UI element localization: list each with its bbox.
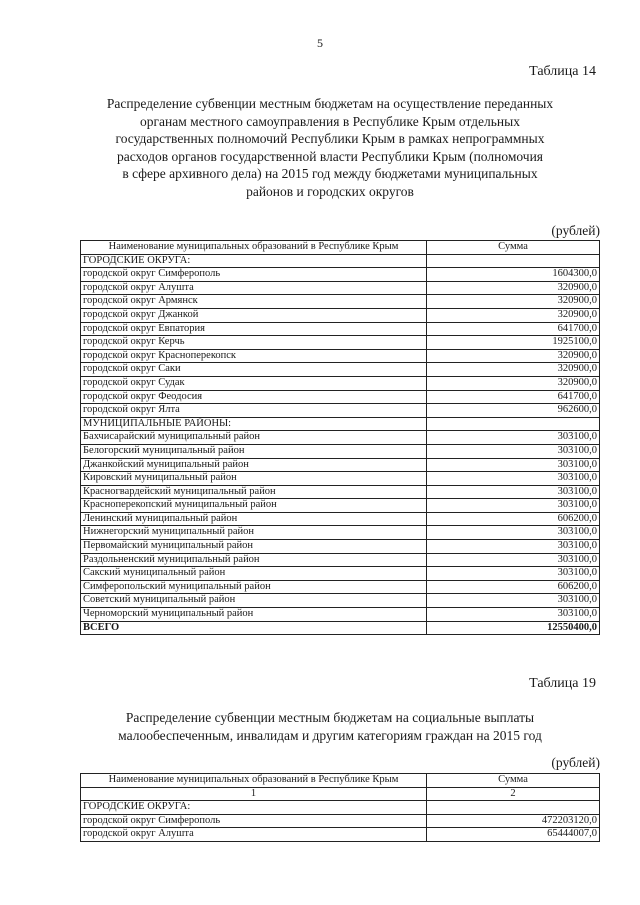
cell-sum: 1604300,0 <box>427 268 600 282</box>
table-row <box>81 431 600 445</box>
table-row <box>81 363 600 377</box>
cell-sum: 1925100,0 <box>427 336 600 350</box>
cell-sum: 65444007,0 <box>427 828 600 842</box>
table-14-body <box>81 254 600 635</box>
cell-sum: 641700,0 <box>427 390 600 404</box>
table-row <box>81 499 600 513</box>
table-14-title-line: в сфере архивного дела) на 2015 год между бюджетами муниципальных <box>122 166 538 181</box>
table-19 <box>80 773 600 842</box>
table-row <box>81 349 600 363</box>
column-header-sum: Сумма <box>427 774 600 788</box>
table-row <box>81 540 600 554</box>
cell-sum: 320900,0 <box>427 295 600 309</box>
cell-name: Джанкойский муниципальный район <box>81 458 427 472</box>
table-14-title-line: расходов органов государственной власти Республики Крым (полномочия <box>116 148 544 164</box>
table-row <box>81 336 600 350</box>
table-row <box>81 828 600 842</box>
cell-name: Раздольненский муниципальный район <box>81 553 427 567</box>
cell-sum: 606200,0 <box>427 580 600 594</box>
cell-sum: 303100,0 <box>427 472 600 486</box>
table-19-units: (рублей) <box>551 755 600 770</box>
cell-sum: 303100,0 <box>427 458 600 472</box>
cell-sum: 320900,0 <box>427 349 600 363</box>
page-number: 5 <box>317 36 323 50</box>
table-row <box>81 594 600 608</box>
table-row <box>81 472 600 486</box>
cell-sum: 606200,0 <box>427 512 600 526</box>
table-14-title <box>60 95 600 200</box>
table-row <box>81 322 600 336</box>
cell-sum <box>427 254 600 268</box>
table-row <box>81 444 600 458</box>
column-number: 2 <box>427 787 600 801</box>
table-header-row <box>81 774 600 788</box>
column-number-row <box>81 787 600 801</box>
table-row <box>81 814 600 828</box>
cell-sum <box>427 801 600 815</box>
cell-sum: 303100,0 <box>427 431 600 445</box>
cell-name: городской округ Евпатория <box>81 322 427 336</box>
cell-name: Сакский муниципальный район <box>81 567 427 581</box>
cell-name: городской округ Симферополь <box>81 814 427 828</box>
cell-sum: 320900,0 <box>427 281 600 295</box>
cell-sum: 320900,0 <box>427 363 600 377</box>
cell-name: МУНИЦИПАЛЬНЫЕ РАЙОНЫ: <box>81 417 427 431</box>
table-14-units: (рублей) <box>551 223 600 238</box>
column-header-sum: Сумма <box>427 241 600 255</box>
table-row <box>81 404 600 418</box>
cell-name: Белогорский муниципальный район <box>81 444 427 458</box>
table-14 <box>80 240 600 635</box>
cell-name: Кировский муниципальный район <box>81 472 427 486</box>
table-19-title-line: Распределение субвенции местным бюджетам на социальные выплаты <box>125 710 535 725</box>
table-14-title-line: Распределение субвенции местным бюджетам на осуществление переданных <box>106 96 554 111</box>
cell-name: Бахчисарайский муниципальный район <box>81 431 427 445</box>
cell-name: Ленинский муниципальный район <box>81 512 427 526</box>
table-row <box>81 512 600 526</box>
cell-name: городской округ Армянск <box>81 295 427 309</box>
cell-sum: 641700,0 <box>427 322 600 336</box>
table-row <box>81 417 600 431</box>
cell-name: городской округ Джанкой <box>81 308 427 322</box>
column-header-name: Наименование муниципальных образований в Республике Крым <box>81 774 427 788</box>
cell-name: городской округ Красноперекопск <box>81 349 427 363</box>
cell-name: ГОРОДСКИЕ ОКРУГА: <box>81 254 427 268</box>
table-row <box>81 553 600 567</box>
table-row <box>81 281 600 295</box>
table-19-title-line: малообеспеченным, инвалидам и другим категориям граждан на 2015 год <box>118 727 542 743</box>
table-total-row <box>81 621 600 635</box>
cell-sum: 303100,0 <box>427 608 600 622</box>
cell-name: городской округ Симферополь <box>81 268 427 282</box>
cell-name: городской округ Саки <box>81 363 427 377</box>
table-19-title <box>60 709 600 744</box>
table-row <box>81 801 600 815</box>
cell-sum: 303100,0 <box>427 553 600 567</box>
cell-name: городской округ Судак <box>81 376 427 390</box>
cell-name: Советский муниципальный район <box>81 594 427 608</box>
table-row <box>81 485 600 499</box>
cell-sum: 320900,0 <box>427 376 600 390</box>
table-row <box>81 608 600 622</box>
table-14-title-line: органам местного самоуправления в Республике Крым отдельных <box>140 113 520 129</box>
table-19-body <box>81 801 600 842</box>
cell-sum: 303100,0 <box>427 526 600 540</box>
column-header-name: Наименование муниципальных образований в Республике Крым <box>81 241 427 255</box>
table-14-title-line: государственных полномочий Республики Крым в рамках непрограммных <box>115 131 545 146</box>
cell-name: ГОРОДСКИЕ ОКРУГА: <box>81 801 427 815</box>
cell-name: городской округ Алушта <box>81 828 427 842</box>
table-14-label: Таблица 14 <box>529 64 596 79</box>
cell-sum: 303100,0 <box>427 444 600 458</box>
cell-name: городской округ Керчь <box>81 336 427 350</box>
cell-sum <box>427 417 600 431</box>
table-row <box>81 458 600 472</box>
cell-sum: 303100,0 <box>427 594 600 608</box>
table-14-title-line: районов и городских округов <box>246 183 414 199</box>
column-number: 1 <box>81 787 427 801</box>
cell-name: Черноморский муниципальный район <box>81 608 427 622</box>
table-row <box>81 254 600 268</box>
table-row <box>81 526 600 540</box>
cell-sum: 962600,0 <box>427 404 600 418</box>
cell-sum: 303100,0 <box>427 567 600 581</box>
table-row <box>81 308 600 322</box>
total-label: ВСЕГО <box>81 621 427 635</box>
cell-name: Красногвардейский муниципальный район <box>81 485 427 499</box>
table-header-row <box>81 241 600 255</box>
table-19-label: Таблица 19 <box>529 676 596 691</box>
cell-name: Красноперекопский муниципальный район <box>81 499 427 513</box>
cell-name: городской округ Алушта <box>81 281 427 295</box>
cell-sum: 472203120,0 <box>427 814 600 828</box>
cell-sum: 303100,0 <box>427 499 600 513</box>
cell-sum: 320900,0 <box>427 308 600 322</box>
cell-sum: 303100,0 <box>427 540 600 554</box>
cell-name: городской округ Феодосия <box>81 390 427 404</box>
table-row <box>81 567 600 581</box>
table-row <box>81 580 600 594</box>
cell-sum: 303100,0 <box>427 485 600 499</box>
cell-name: городской округ Ялта <box>81 404 427 418</box>
table-row <box>81 268 600 282</box>
cell-name: Первомайский муниципальный район <box>81 540 427 554</box>
cell-name: Симферопольский муниципальный район <box>81 580 427 594</box>
total-sum: 12550400,0 <box>427 621 600 635</box>
table-row <box>81 376 600 390</box>
table-row <box>81 295 600 309</box>
table-row <box>81 390 600 404</box>
cell-name: Нижнегорский муниципальный район <box>81 526 427 540</box>
